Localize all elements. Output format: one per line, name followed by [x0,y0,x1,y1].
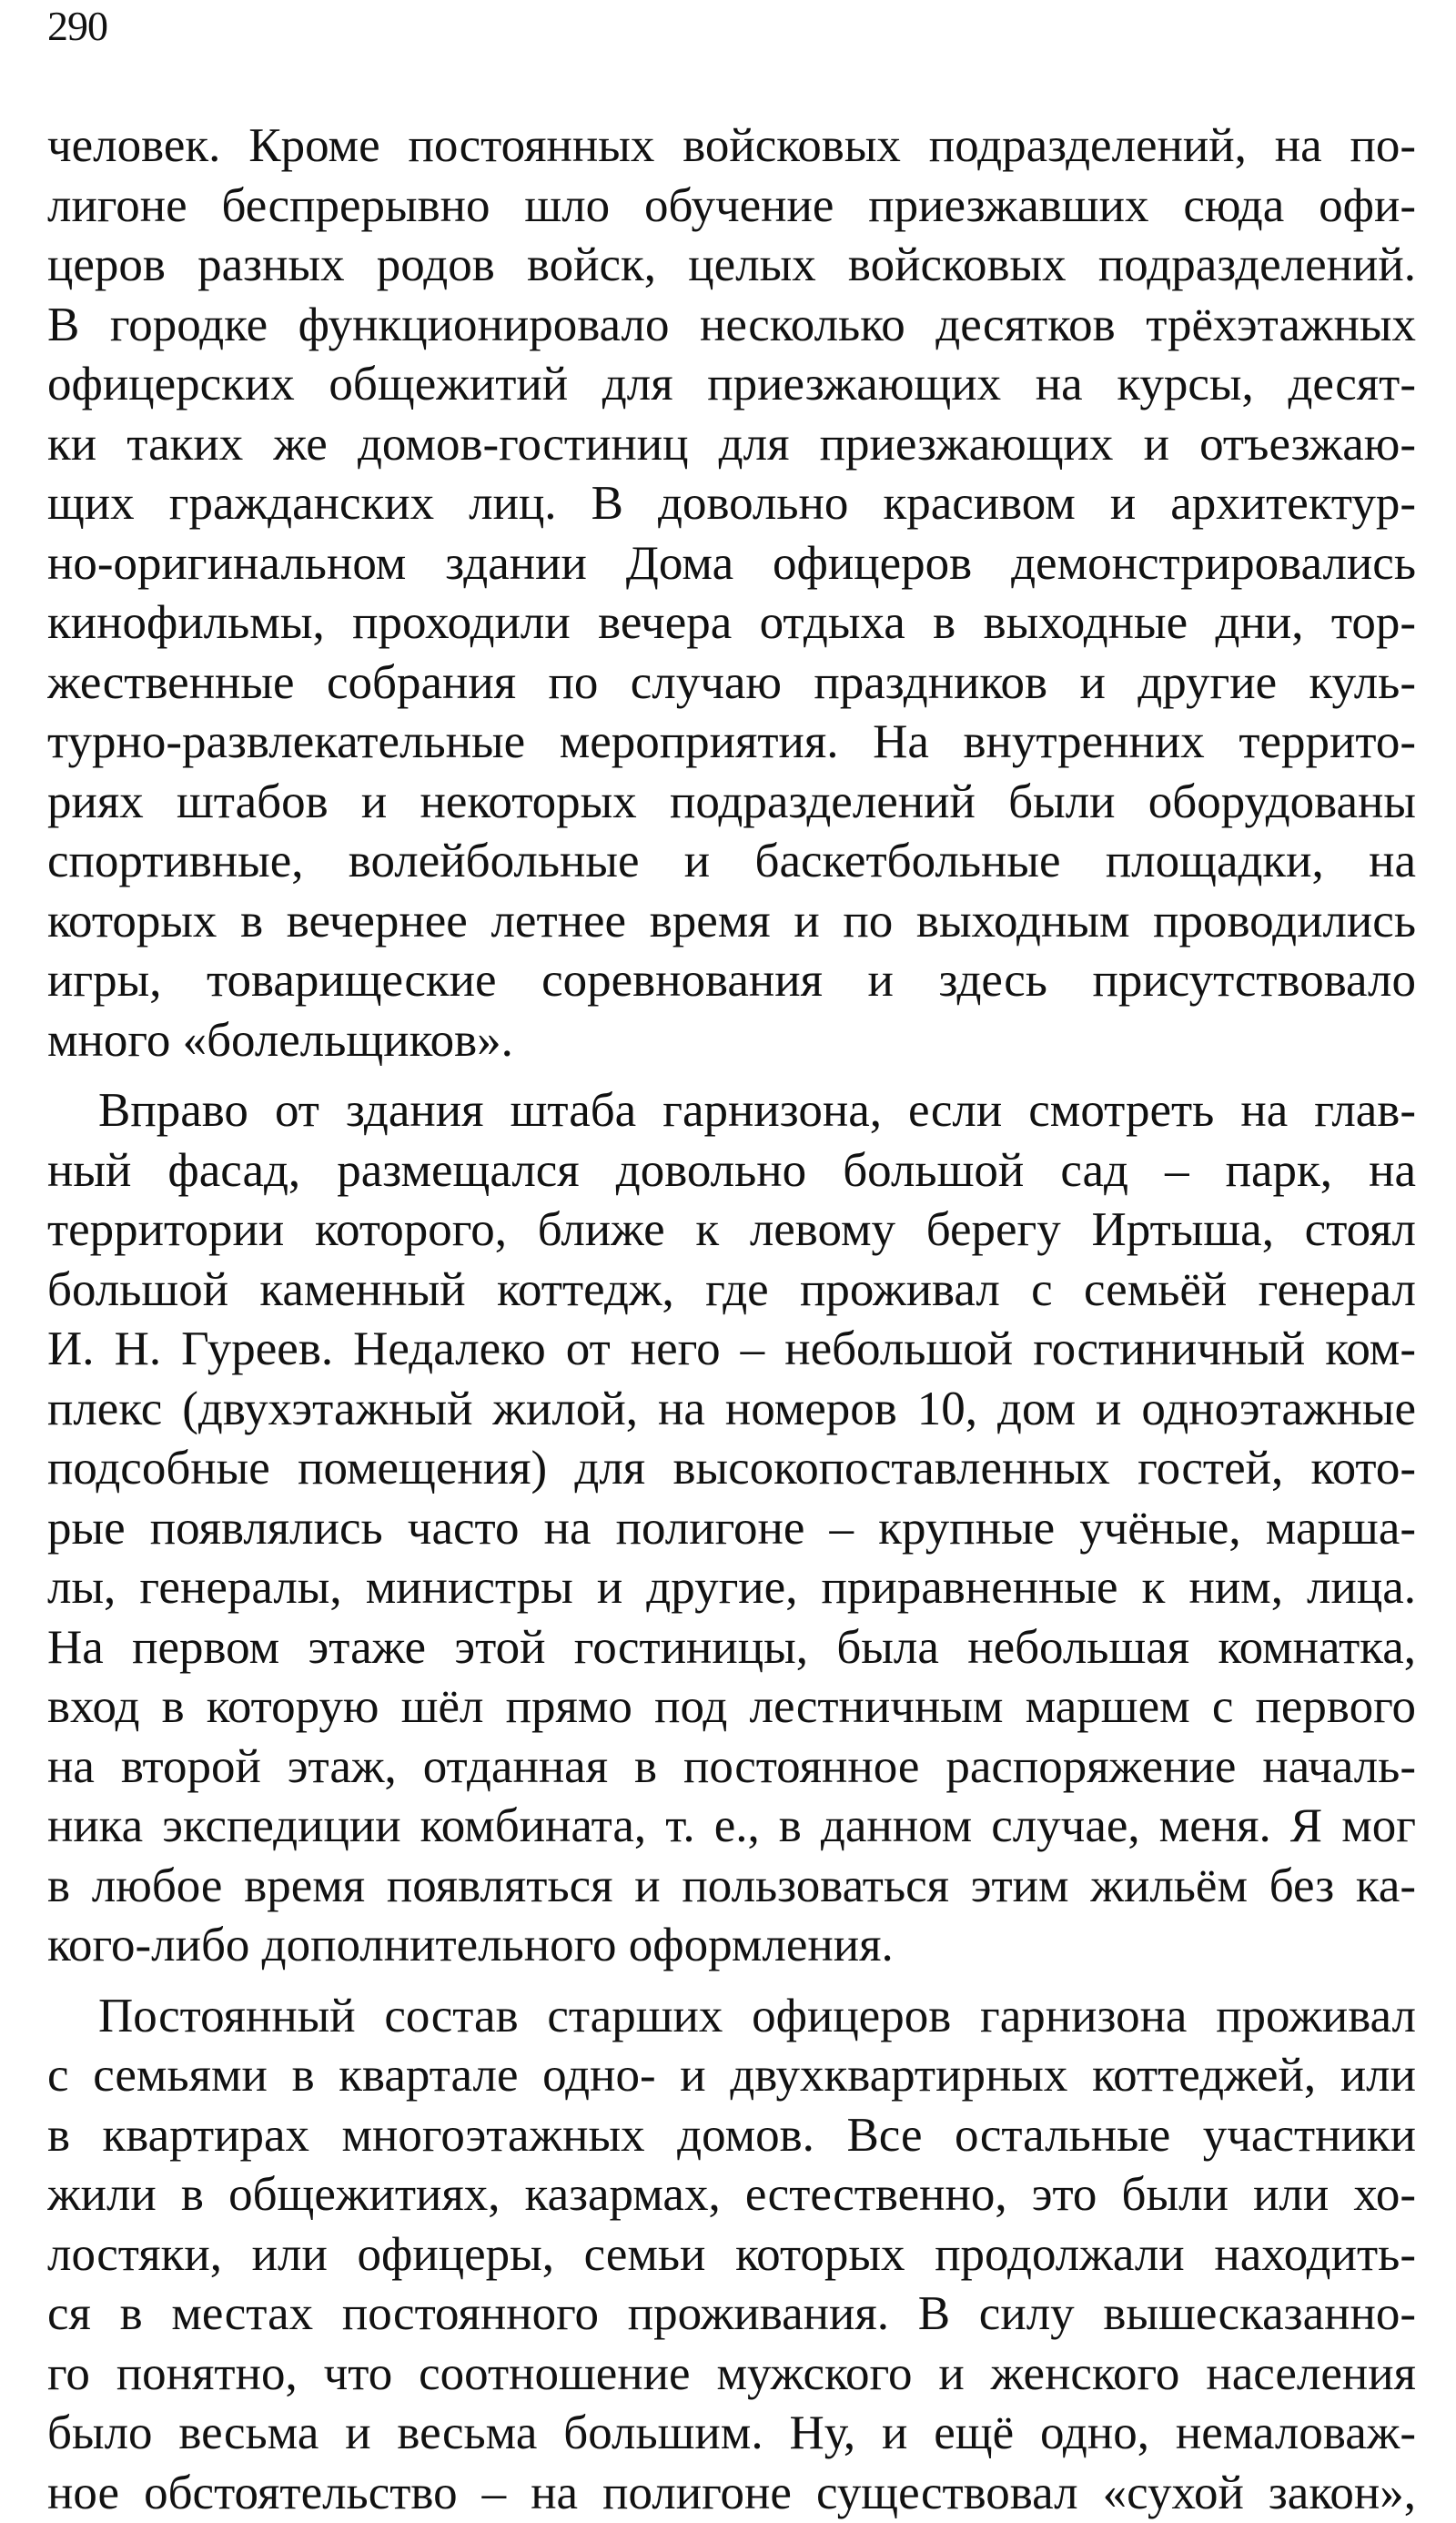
text-line: рые появлялись часто на полигоне – крупные учёные, марша- [47,1501,1416,1555]
text-line: офицерских общежитий для приезжающих на курсы, десят- [47,358,1416,410]
text-line: лигоне беспрерывно шло обучение приезжавших сюда офи- [47,178,1416,232]
text-line: И. Н. Гуреев. Недалеко от него – небольшой гостиничный ком- [47,1322,1416,1375]
paragraph [47,1987,1416,2523]
text-line: На первом этаже этой гостиницы, была небольшая комнатка, [47,1620,1416,1674]
text-line: риях штабов и некоторых подразделений были оборудованы [47,775,1416,828]
text-line: большой каменный коттедж, где проживал с семьёй генерал [47,1262,1416,1316]
text-line: с семьями в квартале одно- и двухквартирных коттеджей, или [47,2049,1416,2102]
text-line: го понятно, что соотношение мужского и женского населения [47,2346,1416,2400]
text-line: Постоянный состав старших офицеров гарнизона проживал [98,1989,1416,2042]
text-line: В городке функционировало несколько десятков трёхэтажных [47,298,1416,351]
text-line: было весьма и весьма большим. Ну, и ещё одно, немаловаж- [47,2406,1416,2459]
text-line: в квартирах многоэтажных домов. Все остальные участники [47,2108,1416,2162]
text-line: жественные собрания по случаю праздников и другие куль- [47,655,1416,709]
text-line: игры, товарищеские соревнования и здесь присутствовало [47,954,1416,1007]
text-line: в любое время появляться и пользоваться этим жильём без ка- [47,1859,1416,1912]
text-line: ся в местах постоянного проживания. В силу вышесказанно- [47,2287,1416,2340]
text-line: спортивные, волейбольные и баскетбольные площадки, на [47,835,1416,887]
page-number: 290 [47,3,107,49]
text-line: жили в общежитиях, казармах, естественно, это были или хо- [47,2168,1416,2221]
text-line: много «болельщиков». [47,1013,513,1067]
text-line: на второй этаж, отданная в постоянное распоряжение началь- [47,1739,1416,1793]
text-line: лостяки, или офицеры, семьи которых продолжали находить- [47,2227,1416,2281]
text-line: турно-развлекательные мероприятия. На внутренних террито- [47,715,1416,768]
paragraph [47,1081,1416,1976]
text-line: щих гражданских лиц. В довольно красивом и архитектур- [47,477,1416,530]
text-line: подсобные помещения) для высокопоставленных гостей, кото- [47,1442,1416,1495]
text-line: лы, генералы, министры и другие, приравненные к ним, лица. [47,1561,1416,1614]
paragraph [47,117,1416,1070]
text-line: Вправо от здания штаба гарнизона, если смотреть на глав- [98,1084,1416,1137]
text-line: кинофильмы, проходили вечера отдыха в выходные дни, тор- [47,596,1416,649]
text-line: но-оригинальном здании Дома офицеров демонстрировались [47,536,1416,590]
text-line: ное обстоятельство – на полигоне существовал «сухой закон», [47,2466,1416,2519]
text-line: человек. Кроме постоянных войсковых подразделений, на по- [47,119,1416,172]
text-line: плекс (двухэтажный жилой, на номеров 10, дом и одноэтажные [47,1382,1416,1435]
text-line: вход в которую шёл прямо под лестничным маршем с первого [47,1680,1416,1733]
text-line: ный фасад, размещался довольно большой сад – парк, на [47,1143,1416,1197]
text-line: территории которого, ближе к левому берегу Иртыша, стоял [47,1203,1416,1256]
text-line: церов разных родов войск, целых войсковых подразделений. [47,238,1416,291]
body-text [47,117,1416,2523]
text-line: которых в вечернее летнее время и по выходным проводились [47,894,1416,947]
text-line: ника экспедиции комбината, т. е., в данном случае, меня. Я мог [47,1799,1416,1852]
text-line: ки таких же домов-гостиниц для приезжающих и отъезжаю- [47,417,1416,471]
text-line: кого-либо дополнительного оформления. [47,1919,894,1971]
